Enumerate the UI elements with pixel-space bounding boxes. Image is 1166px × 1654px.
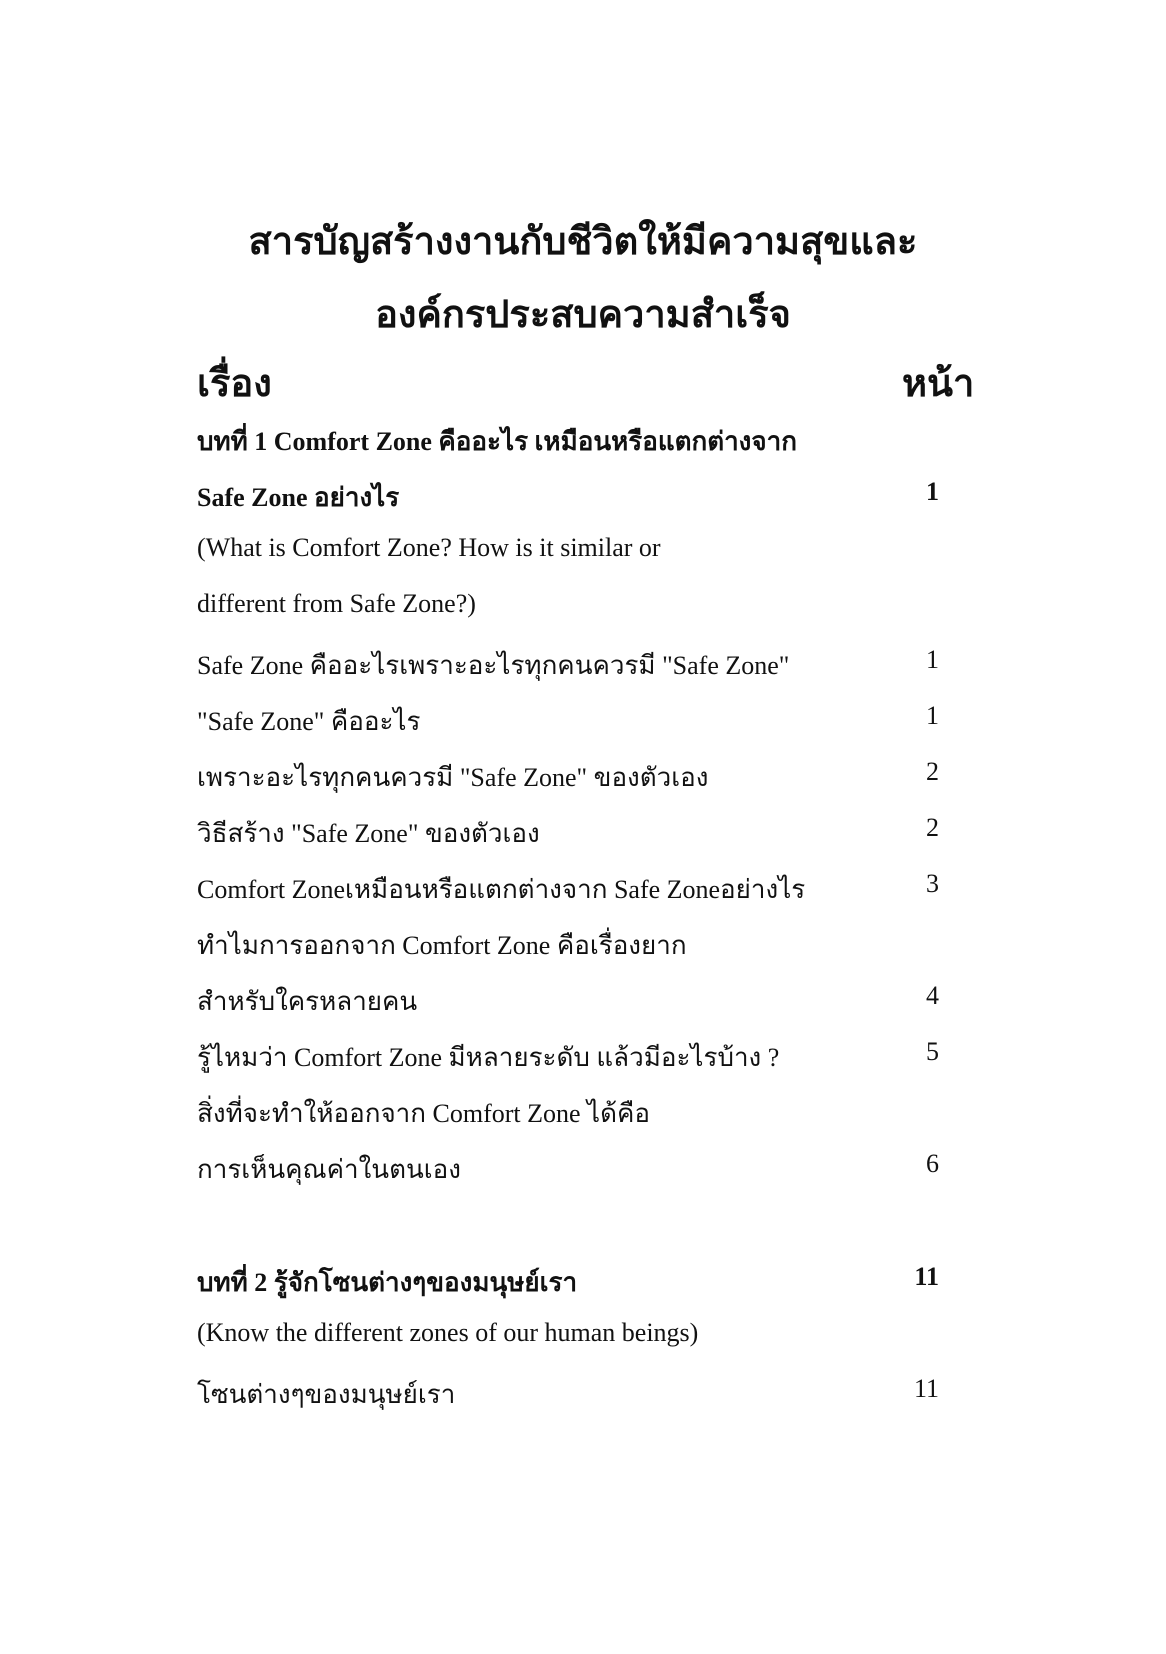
toc-entry — [197, 869, 967, 925]
toc-title-line-1: สารบัญสร้างงานกับชีวิตให้มีความสุขและ — [248, 221, 918, 263]
toc-entry-page: 6 — [926, 1149, 939, 1178]
toc-entry — [197, 757, 967, 813]
toc-entry — [197, 1149, 967, 1205]
toc-entry — [197, 925, 967, 981]
toc-entry — [197, 813, 967, 869]
toc-entry-label: โซนต่างๆของมนุษย์เรา — [197, 1380, 456, 1409]
toc-entry — [197, 981, 967, 1037]
toc-entry-page: 3 — [926, 869, 939, 898]
toc-entry — [197, 1374, 967, 1430]
toc-entry-label: Comfort Zoneเหมือนหรือแตกต่างจาก Safe Zoneอย่างไร — [197, 875, 806, 904]
toc-entry-label: Safe Zone คืออะไรเพราะอะไรทุกคนควรมี "Safe Zone" — [197, 651, 790, 680]
page-column-header: หน้า — [902, 363, 975, 405]
toc-entry-label: บทที่ 2 รู้จักโซนต่างๆของมนุษย์เรา — [197, 1268, 578, 1297]
toc-entry-page: 2 — [926, 757, 939, 786]
toc-entry — [197, 645, 967, 701]
topic-column-header: เรื่อง — [197, 363, 272, 405]
toc-entry-label: Safe Zone อย่างไร — [197, 483, 400, 512]
toc-entry-page: 11 — [914, 1262, 939, 1291]
toc-entry-page: 1 — [926, 701, 939, 730]
toc-entry — [197, 1037, 967, 1093]
toc-entry-label: (What is Comfort Zone? How is it similar or — [197, 533, 661, 562]
toc-entry — [197, 1093, 967, 1149]
toc-entry-page: 2 — [926, 813, 939, 842]
toc-entry-page: 5 — [926, 1037, 939, 1066]
toc-entry-label: ทำไมการออกจาก Comfort Zone คือเรื่องยาก — [197, 931, 687, 960]
toc-entry-page: 4 — [926, 981, 939, 1010]
toc-entry — [197, 1262, 967, 1318]
toc-entry-label: สำหรับใครหลายคน — [197, 987, 418, 1016]
toc-entry — [197, 533, 967, 589]
toc-entry-label: (Know the different zones of our human beings) — [197, 1318, 699, 1347]
toc-entry — [197, 421, 967, 477]
toc-entry-label: บทที่ 1 Comfort Zone คืออะไร เหมือนหรือแตกต่างจาก — [197, 427, 797, 456]
toc-entry-page: 1 — [926, 645, 939, 674]
toc-entry-label: สิ่งที่จะทำให้ออกจาก Comfort Zone ได้คือ — [197, 1099, 651, 1128]
toc-entry-label: เพราะอะไรทุกคนควรมี "Safe Zone" ของตัวเอง — [197, 763, 709, 792]
toc-entry — [197, 1318, 967, 1374]
toc-entry-label: รู้ไหมว่า Comfort Zone มีหลายระดับ แล้วมีอะไรบ้าง ? — [197, 1043, 780, 1072]
toc-entry-label: different from Safe Zone?) — [197, 589, 476, 618]
toc-entry-page: 1 — [926, 477, 939, 506]
toc-entry — [197, 477, 967, 533]
toc-entry-label: "Safe Zone" คืออะไร — [197, 707, 421, 736]
toc-title-line-2: องค์กรประสบความสำเร็จ — [375, 294, 791, 336]
toc-entry-label: วิธีสร้าง "Safe Zone" ของตัวเอง — [197, 819, 540, 848]
toc-entry-label: การเห็นคุณค่าในตนเอง — [197, 1155, 461, 1184]
toc-entry — [197, 589, 967, 645]
toc-entry — [197, 701, 967, 757]
toc-entry-page: 11 — [913, 1374, 939, 1403]
